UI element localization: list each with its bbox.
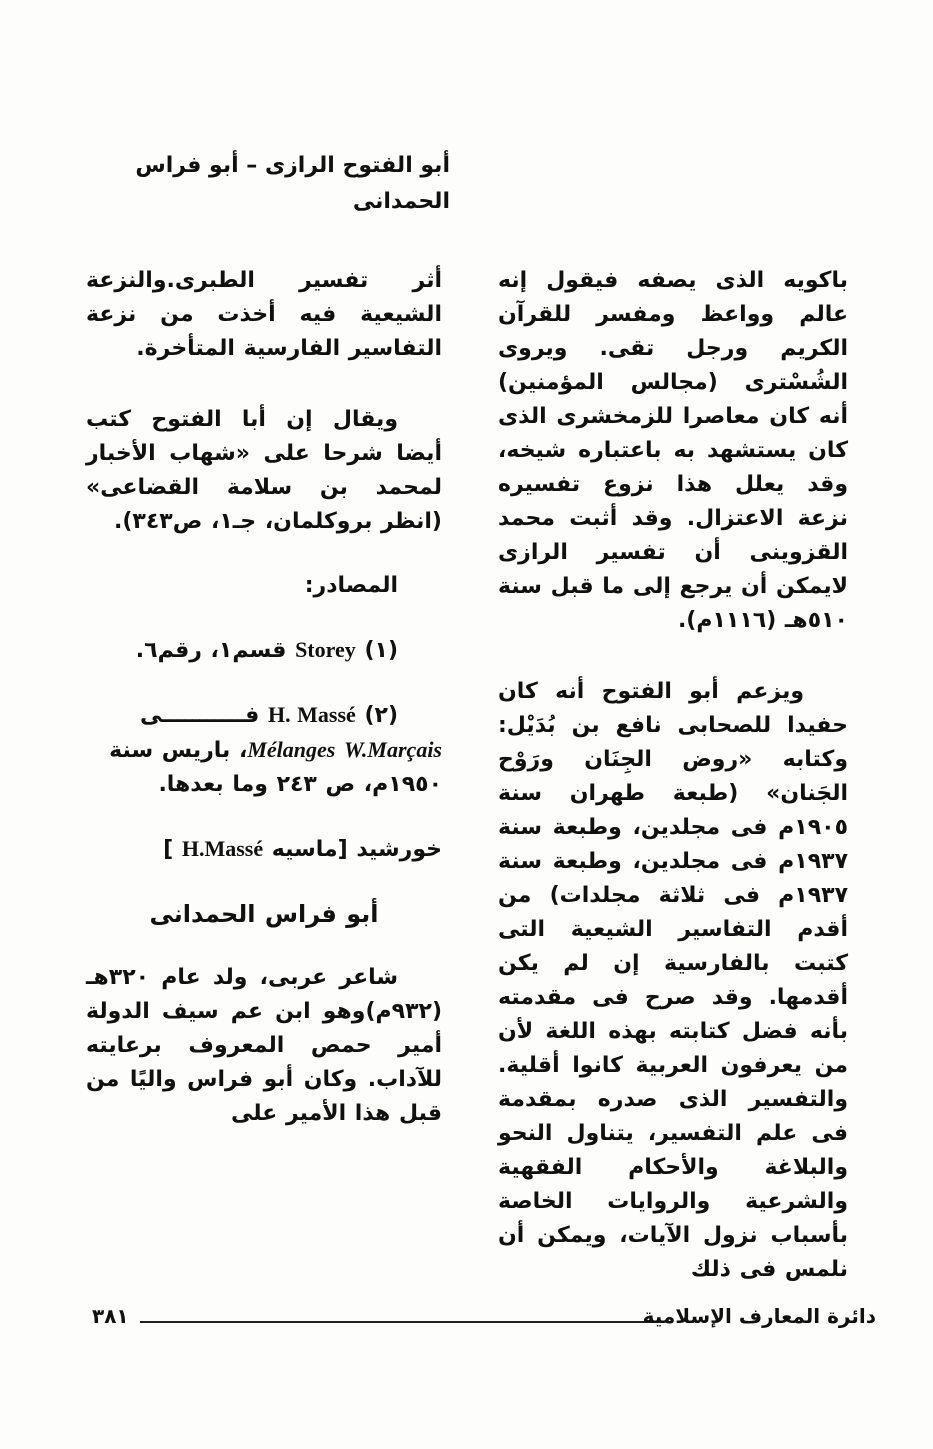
author-name-latin: H.Massé: [181, 836, 264, 861]
paragraph-gap: [86, 366, 442, 403]
reference-detail: ، باريس سنة ١٩٥٠م، ص ٢٤٣ وما بعدها.: [109, 738, 442, 797]
right-column: [498, 264, 848, 1287]
reference-author: H. Massé: [268, 702, 356, 727]
reference-number: (٢): [364, 703, 398, 728]
author-bracket: ]: [163, 837, 174, 862]
left-column: [86, 264, 442, 1131]
journal-title: دائرة المعارف الإسلامية: [642, 1304, 876, 1328]
paragraph: شاعر عربى، ولد عام ٣٢٠هـ (٩٣٢م)وهو ابن عم سيف الدولة أمير حمص المعروف برعايته للآداب. وكان أبو فراس واليًا من قبل هذا الأمير على: [86, 965, 442, 1126]
paragraph-gap: [86, 603, 442, 633]
reference-title: Mélanges: [247, 737, 336, 762]
paragraph-gap: [86, 539, 442, 569]
page-footer: [92, 1300, 876, 1332]
paragraph: أثر تفسير الطبرى.والنزعة الشيعية فيه أخذت من نزعة التفاسير الفارسية المتأخرة.: [86, 268, 442, 361]
author-name: خورشيد [ماسيه: [271, 837, 442, 862]
sources-label: المصادر:: [304, 573, 398, 598]
reference-detail: قسم١، رقم٦.: [135, 638, 287, 663]
reference-publication: W.Marçais: [344, 737, 442, 762]
paragraph-gap: [86, 668, 442, 698]
reference-connector: فـــــــــــى: [139, 703, 260, 728]
paragraph-gap: [86, 802, 442, 832]
paragraph-gap: [498, 638, 848, 675]
running-header: أبو الفتوح الرازى – أبو فراس الحمدانى: [135, 153, 450, 214]
reference-item: [86, 633, 442, 668]
reference-item: [86, 698, 442, 802]
footer-divider: [140, 1321, 660, 1323]
page-number: ٣٨١: [92, 1304, 129, 1328]
paragraph: باكويه الذى يصفه فيقول إنه عالم وواعظ ومفسر للقرآن الكريم ورجل تقى. ويروى الشُسْترى (مجالس المؤمنين) أنه كان معاصرا للزمخشرى الذى كان يستشهد به باعتباره شيخه، وقد يعلل هذا نزوع تفسيره نزعة الاعتزال. وقد أثبت محمد القزوينى أن تفسير الرازى لايمكن أن يرجع إلى ما قبل سنة ٥١٠هـ (١١١٦م).: [497, 268, 848, 633]
reference-author: Storey: [295, 637, 356, 662]
article-author: [86, 832, 442, 867]
paragraph-gap: [86, 867, 442, 897]
paragraph: ويزعم أبو الفتوح أنه كان حفيدا للصحابى نافع بن بُدَيْل: وكتابه «روض الجِنَان ورَوْح الجَنان» (طبعة طهران سنة ١٩٠٥م فى مجلدين، وطبعة سنة ١٩٣٧م فى مجلدين، وطبعة سنة ١٩٣٧م فى ثلاثة مجلدات) من أقدم التفاسير الشيعية التى كتبت بالفارسية إن لم يكن أقدمها. وقد صرح فى مقدمته بأنه فضل كتابته بهذه اللغة لأن من يعرفون العربية كانوا أقلية. والتفسير الذى صدره بمقدمة فى علم التفسير، يتناول النحو والبلاغة والأحكام الفقهية والشرعية والروايات الخاصة بأسباب نزول الآيات، ويمكن أن نلمس فى ذلك: [498, 679, 848, 1282]
paragraph: ويقال إن أبا الفتوح كتب أيضا شرحا على «شهاب الأخبار لمحمد بن سلامة القضاعى» (انظر بروكلمان، جـ١، ص٣٤٣).: [86, 407, 442, 534]
reference-number: (١): [364, 638, 398, 663]
section-heading: أبو فراس الحمدانى: [149, 900, 379, 928]
paragraph-gap: [86, 931, 442, 961]
